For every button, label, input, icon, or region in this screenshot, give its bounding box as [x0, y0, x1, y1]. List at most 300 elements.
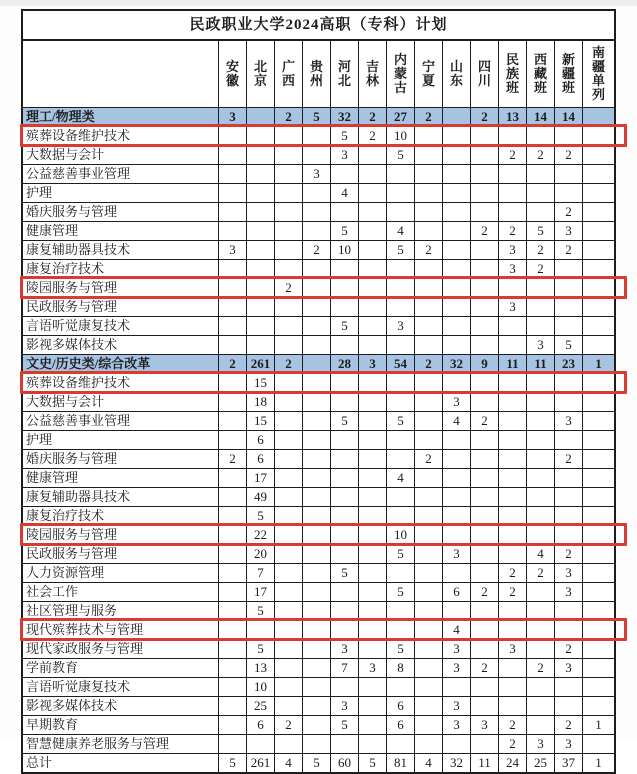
cell [387, 602, 415, 620]
column-header-char: 河 [337, 59, 351, 74]
column-header-char: 南 [591, 45, 605, 60]
cell [219, 469, 247, 487]
column-header-2 [247, 41, 275, 107]
cell [219, 146, 247, 164]
row-label: 护理 [23, 431, 219, 449]
column-header-char: 安 [225, 59, 239, 74]
cell: 1 [595, 755, 602, 770]
cell [303, 127, 331, 145]
cell [275, 431, 303, 449]
major-row [23, 640, 614, 659]
cell [275, 317, 303, 335]
cell [359, 374, 387, 392]
cell [359, 526, 387, 544]
row-label: 社区管理与服务 [23, 602, 219, 620]
column-header-char: 广 [281, 59, 295, 74]
cell [527, 412, 555, 430]
cell [247, 108, 275, 126]
cell: 5 [359, 754, 387, 772]
cell [471, 241, 499, 259]
column-header-8 [415, 41, 443, 107]
cell [387, 203, 415, 221]
cell [387, 393, 415, 411]
cell [415, 317, 443, 335]
cell [443, 298, 471, 316]
cell [583, 583, 614, 601]
cell [471, 317, 499, 335]
cell [471, 203, 499, 221]
cell [415, 526, 443, 544]
cell [303, 583, 331, 601]
cell [555, 317, 583, 335]
cell [527, 165, 555, 183]
row-label: 健康管理 [23, 222, 219, 240]
cell [415, 583, 443, 601]
cell [443, 336, 471, 354]
cell: 2 [499, 735, 527, 753]
cell [275, 203, 303, 221]
cell [583, 336, 614, 354]
cell [303, 317, 331, 335]
column-header-11 [499, 41, 527, 107]
cell: 25 [247, 697, 275, 715]
cell [527, 678, 555, 696]
cell: 5 [219, 754, 247, 772]
cell [415, 678, 443, 696]
cell: 22 [247, 526, 275, 544]
cell [471, 260, 499, 278]
cell: 3 [555, 564, 583, 582]
major-row [23, 317, 614, 336]
cell: 3 [527, 735, 555, 753]
cell [247, 241, 275, 259]
cell [527, 279, 555, 297]
cell [527, 507, 555, 525]
cell [219, 165, 247, 183]
cell [219, 298, 247, 316]
cell [387, 279, 415, 297]
cell [219, 659, 247, 677]
cell [471, 697, 499, 715]
cell [471, 488, 499, 506]
cell: 3 [443, 393, 471, 411]
cell [331, 374, 359, 392]
cell [415, 260, 443, 278]
cell [527, 203, 555, 221]
cell [275, 127, 303, 145]
major-row [23, 507, 614, 526]
cell [415, 564, 443, 582]
row-label: 公益慈善事业管理 [23, 412, 219, 430]
highlighted-major-row [23, 374, 614, 393]
cell [387, 374, 415, 392]
cell: 3 [499, 260, 527, 278]
cell [555, 678, 583, 696]
major-row [23, 431, 614, 450]
cell [443, 317, 471, 335]
cell: 5 [387, 146, 415, 164]
cell [583, 469, 614, 487]
cell [303, 697, 331, 715]
cell [555, 127, 583, 145]
cell: 4 [415, 754, 443, 772]
cell [583, 507, 614, 525]
cell: 20 [247, 545, 275, 563]
cell [219, 336, 247, 354]
cell [247, 127, 275, 145]
cell [303, 659, 331, 677]
major-row [23, 469, 614, 488]
cell [415, 545, 443, 563]
cell: 261 [247, 754, 275, 772]
cell [471, 602, 499, 620]
column-header-char: 班 [561, 80, 575, 95]
cell: 4 [387, 222, 415, 240]
cell [387, 621, 415, 639]
cell [359, 583, 387, 601]
cell [359, 716, 387, 734]
cell: 3 [219, 241, 247, 259]
cell [303, 716, 331, 734]
cell [219, 507, 247, 525]
row-label: 康复治疗技术 [23, 260, 219, 278]
cell [499, 184, 527, 202]
cell [387, 564, 415, 582]
cell [359, 260, 387, 278]
row-label: 殡葬设备维护技术 [23, 374, 219, 392]
cell [387, 431, 415, 449]
cell: 81 [387, 754, 415, 772]
cell [275, 697, 303, 715]
cell [219, 488, 247, 506]
cell [303, 526, 331, 544]
cell: 5 [387, 412, 415, 430]
cell [331, 602, 359, 620]
section-header-row [23, 355, 614, 374]
column-header-char: 林 [365, 73, 379, 88]
cell [471, 336, 499, 354]
cell: 6 [247, 450, 275, 468]
cell [331, 450, 359, 468]
cell: 3 [499, 640, 527, 658]
cell [387, 735, 415, 753]
cell [471, 165, 499, 183]
cell [583, 184, 614, 202]
cell [583, 146, 614, 164]
cell [415, 640, 443, 658]
cell [219, 222, 247, 240]
row-label: 公益慈善事业管理 [23, 165, 219, 183]
cell: 2 [555, 203, 583, 221]
cell [387, 298, 415, 316]
cell [359, 298, 387, 316]
cell: 261 [247, 355, 275, 373]
cell [471, 678, 499, 696]
row-label: 健康管理 [23, 469, 219, 487]
cell [331, 621, 359, 639]
cell: 10 [331, 241, 359, 259]
major-row [23, 260, 614, 279]
cell [219, 716, 247, 734]
cell: 2 [555, 241, 583, 259]
column-header-char: 山 [449, 59, 463, 74]
cell: 6 [387, 697, 415, 715]
cell: 5 [331, 317, 359, 335]
major-row [23, 697, 614, 716]
table-title: 民政职业大学2024高职（专科）计划 [23, 11, 614, 41]
cell [359, 336, 387, 354]
cell [499, 336, 527, 354]
cell: 2 [359, 108, 387, 126]
cell [583, 108, 614, 126]
cell: 3 [443, 640, 471, 658]
cell: 5 [331, 412, 359, 430]
cell [303, 450, 331, 468]
cell [443, 146, 471, 164]
cell [275, 260, 303, 278]
cell [583, 279, 614, 297]
cell [359, 678, 387, 696]
cell: 2 [499, 583, 527, 601]
cell [527, 450, 555, 468]
cell [583, 697, 614, 715]
column-header-char: 古 [393, 80, 407, 95]
cell [275, 165, 303, 183]
cell [303, 279, 331, 297]
cell [443, 450, 471, 468]
cell: 2 [471, 108, 499, 126]
cell [275, 146, 303, 164]
cell [471, 279, 499, 297]
column-header-char: 族 [505, 66, 519, 81]
cell: 28 [331, 355, 359, 373]
highlighted-major-row [23, 279, 614, 298]
cell [527, 697, 555, 715]
major-row [23, 336, 614, 355]
cell: 24 [499, 754, 527, 772]
cell: 2 [527, 659, 555, 677]
cell [583, 222, 614, 240]
column-header-char: 京 [253, 73, 267, 88]
cell: 5 [303, 108, 331, 126]
cell [247, 184, 275, 202]
cell [275, 602, 303, 620]
cell [471, 526, 499, 544]
cell [443, 374, 471, 392]
highlighted-major-row [23, 621, 614, 640]
cell: 18 [247, 393, 275, 411]
row-label: 文史/历史类/综合改革 [23, 355, 219, 373]
cell [527, 393, 555, 411]
cell [275, 621, 303, 639]
cell [303, 488, 331, 506]
cell [415, 659, 443, 677]
column-header-char: 班 [533, 80, 547, 95]
cell: 3 [443, 716, 471, 734]
cell: 4 [443, 412, 471, 430]
row-label: 现代家政服务与管理 [23, 640, 219, 658]
cell [275, 640, 303, 658]
cell [275, 678, 303, 696]
cell [527, 374, 555, 392]
cell: 5 [303, 754, 331, 772]
cell: 2 [219, 450, 247, 468]
cell [527, 317, 555, 335]
cell [415, 393, 443, 411]
cell: 4 [331, 184, 359, 202]
cell [471, 621, 499, 639]
cell: 2 [527, 260, 555, 278]
cell [275, 583, 303, 601]
column-header-char: 徽 [225, 73, 239, 88]
cell [219, 393, 247, 411]
cell [387, 165, 415, 183]
cell [583, 526, 614, 544]
cell [471, 507, 499, 525]
cell: 17 [247, 583, 275, 601]
cell [275, 393, 303, 411]
cell [499, 279, 527, 297]
cell: 4 [443, 621, 471, 639]
cell [303, 507, 331, 525]
cell [443, 564, 471, 582]
cell [331, 165, 359, 183]
cell [331, 507, 359, 525]
cell: 11 [499, 355, 527, 373]
cell [247, 317, 275, 335]
cell [443, 469, 471, 487]
cell [555, 374, 583, 392]
major-row [23, 241, 614, 260]
cell: 3 [555, 659, 583, 677]
major-row [23, 678, 614, 697]
highlighted-major-row [23, 127, 614, 146]
major-row [23, 146, 614, 165]
cell [415, 488, 443, 506]
cell [359, 146, 387, 164]
cell [471, 431, 499, 449]
cell [583, 241, 614, 259]
cell [359, 393, 387, 411]
major-row [23, 488, 614, 507]
cell: 2 [303, 241, 331, 259]
row-label: 康复辅助器具技术 [23, 241, 219, 259]
cell [555, 469, 583, 487]
cell [303, 222, 331, 240]
cell [499, 526, 527, 544]
cell: 6 [247, 716, 275, 734]
cell [443, 507, 471, 525]
cell [331, 545, 359, 563]
cell [471, 298, 499, 316]
cell [219, 526, 247, 544]
cell [583, 488, 614, 506]
cell [303, 393, 331, 411]
column-header-4 [303, 41, 331, 107]
cell: 3 [499, 298, 527, 316]
cell [359, 640, 387, 658]
cell [499, 203, 527, 221]
cell [583, 564, 614, 582]
cell: 2 [555, 450, 583, 468]
cell [443, 431, 471, 449]
column-header-char: 班 [505, 80, 519, 95]
cell: 32 [331, 108, 359, 126]
cell [443, 222, 471, 240]
cell [359, 279, 387, 297]
column-header-char: 吉 [365, 59, 379, 74]
cell: 60 [331, 754, 359, 772]
cell [303, 184, 331, 202]
cell [275, 735, 303, 753]
cell [443, 526, 471, 544]
cell: 2 [499, 146, 527, 164]
cell [387, 260, 415, 278]
row-label: 早期教育 [23, 716, 219, 734]
cell [555, 431, 583, 449]
cell: 4 [275, 754, 303, 772]
cell [415, 203, 443, 221]
highlighted-major-row [23, 526, 614, 545]
cell [415, 184, 443, 202]
cell [303, 431, 331, 449]
cell [471, 469, 499, 487]
cell: 54 [387, 355, 415, 373]
cell [415, 469, 443, 487]
cell [331, 431, 359, 449]
major-row [23, 165, 614, 184]
cell: 8 [387, 659, 415, 677]
enrollment-plan-table [21, 9, 616, 774]
cell [415, 165, 443, 183]
cell [443, 678, 471, 696]
cell [275, 507, 303, 525]
cell: 2 [555, 146, 583, 164]
cell: 5 [331, 127, 359, 145]
total-row [23, 754, 614, 772]
cell: 2 [527, 241, 555, 259]
cell [443, 602, 471, 620]
cell [275, 450, 303, 468]
section-header-row [23, 108, 614, 127]
cell: 3 [555, 222, 583, 240]
cell: 11 [471, 754, 499, 772]
cell [499, 469, 527, 487]
cell [275, 526, 303, 544]
cell [275, 298, 303, 316]
cell [275, 336, 303, 354]
column-header-char: 西 [281, 73, 295, 88]
column-header-char: 单 [591, 73, 605, 88]
cell [527, 469, 555, 487]
cell: 4 [527, 545, 555, 563]
cell [219, 279, 247, 297]
cell: 17 [247, 469, 275, 487]
column-header-10 [471, 41, 499, 107]
cell [303, 203, 331, 221]
cell [443, 108, 471, 126]
cell: 5 [387, 640, 415, 658]
cell: 2 [415, 355, 443, 373]
cell [583, 735, 614, 753]
cell [303, 469, 331, 487]
cell [275, 545, 303, 563]
cell: 5 [331, 716, 359, 734]
cell [415, 716, 443, 734]
cell: 3 [499, 241, 527, 259]
cell: 2 [275, 716, 303, 734]
cell [303, 564, 331, 582]
